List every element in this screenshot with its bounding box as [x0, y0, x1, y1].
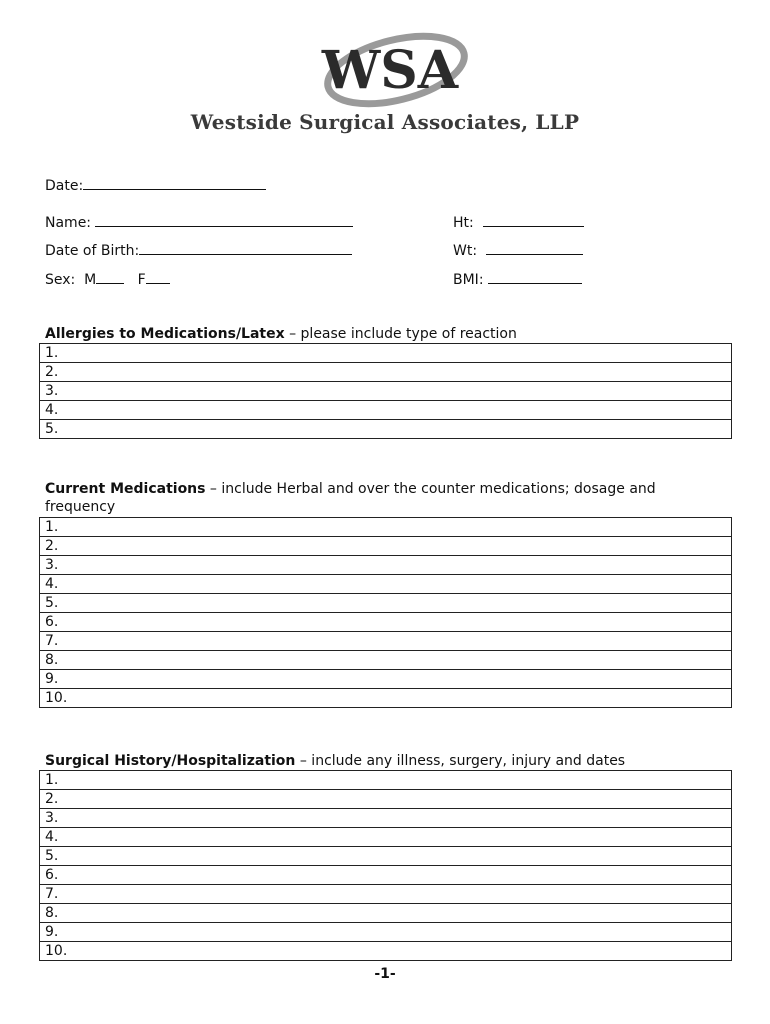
date-label: Date:	[45, 178, 84, 194]
medication-cell[interactable]: 9.	[40, 670, 732, 689]
table-row	[40, 401, 732, 420]
bmi-line[interactable]	[488, 269, 582, 284]
wsa-logo-mark	[300, 24, 480, 116]
table-row	[40, 556, 732, 575]
table-row	[40, 689, 732, 708]
surgical-cell[interactable]: 6.	[40, 866, 732, 885]
date-field	[45, 175, 266, 195]
medication-cell[interactable]: 8.	[40, 651, 732, 670]
surgical-cell[interactable]: 7.	[40, 885, 732, 904]
table-row	[40, 771, 732, 790]
table-row	[40, 942, 732, 961]
medication-cell[interactable]: 10.	[40, 689, 732, 708]
dob-line[interactable]	[139, 240, 352, 255]
surgical-cell[interactable]: 3.	[40, 809, 732, 828]
surgical-title: Surgical History/Hospitalization	[45, 753, 296, 769]
medications-heading	[45, 480, 725, 516]
table-row	[40, 790, 732, 809]
name-line[interactable]	[95, 212, 353, 227]
table-row	[40, 923, 732, 942]
medication-cell[interactable]: 3.	[40, 556, 732, 575]
allergy-cell[interactable]: 4.	[40, 401, 732, 420]
allergy-cell[interactable]: 1.	[40, 344, 732, 363]
medication-cell[interactable]: 7.	[40, 632, 732, 651]
ht-field	[453, 212, 584, 232]
medications-table	[39, 517, 732, 708]
company-logo	[0, 20, 770, 140]
allergies-table	[39, 343, 732, 439]
sex-field	[45, 269, 170, 289]
table-row	[40, 382, 732, 401]
surgical-note: – include any illness, surgery, injury and dates	[295, 753, 626, 769]
name-field	[45, 212, 353, 232]
ht-label: Ht:	[453, 215, 474, 231]
wt-field	[453, 240, 583, 260]
allergy-cell[interactable]: 5.	[40, 420, 732, 439]
page-number: -1-	[374, 966, 396, 982]
surgical-cell[interactable]: 8.	[40, 904, 732, 923]
surgical-cell[interactable]: 2.	[40, 790, 732, 809]
bmi-field	[453, 269, 582, 289]
allergy-cell[interactable]: 3.	[40, 382, 732, 401]
table-row	[40, 632, 732, 651]
allergies-title: Allergies to Medications/Latex	[45, 326, 285, 342]
table-row	[40, 885, 732, 904]
surgical-cell[interactable]: 10.	[40, 942, 732, 961]
sex-m-line[interactable]	[96, 269, 124, 284]
surgical-cell[interactable]: 9.	[40, 923, 732, 942]
surgical-heading	[45, 752, 725, 770]
dob-field	[45, 240, 352, 260]
table-row	[40, 828, 732, 847]
medication-cell[interactable]: 2.	[40, 537, 732, 556]
medication-cell[interactable]: 5.	[40, 594, 732, 613]
company-name: Westside Surgical Associates, LLP	[190, 110, 580, 134]
sex-label: Sex:	[45, 272, 76, 288]
surgical-cell[interactable]: 5.	[40, 847, 732, 866]
table-row	[40, 866, 732, 885]
table-row	[40, 613, 732, 632]
ht-line[interactable]	[483, 212, 584, 227]
table-row	[40, 420, 732, 439]
medication-cell[interactable]: 1.	[40, 518, 732, 537]
table-row	[40, 575, 732, 594]
table-row	[40, 537, 732, 556]
table-row	[40, 670, 732, 689]
wt-label: Wt:	[453, 243, 478, 259]
surgical-table	[39, 770, 732, 961]
allergies-heading	[45, 325, 725, 343]
name-label: Name:	[45, 215, 92, 231]
dob-label: Date of Birth:	[45, 243, 140, 259]
medications-note: – include Herbal and over the counter medications; dosage and frequency	[45, 481, 656, 515]
surgical-cell[interactable]: 1.	[40, 771, 732, 790]
table-row	[40, 904, 732, 923]
sex-f-label: F	[137, 272, 146, 288]
medications-title: Current Medications	[45, 481, 206, 497]
surgical-cell[interactable]: 4.	[40, 828, 732, 847]
logo-text: WSA	[321, 40, 459, 101]
allergies-note: – please include type of reaction	[284, 326, 517, 342]
table-row	[40, 809, 732, 828]
table-row	[40, 344, 732, 363]
bmi-label: BMI:	[453, 272, 484, 288]
allergy-cell[interactable]: 2.	[40, 363, 732, 382]
table-row	[40, 518, 732, 537]
wt-line[interactable]	[486, 240, 583, 255]
table-row	[40, 363, 732, 382]
table-row	[40, 847, 732, 866]
date-line[interactable]	[83, 175, 266, 190]
sex-m-label: M	[84, 272, 97, 288]
medication-cell[interactable]: 6.	[40, 613, 732, 632]
table-row	[40, 594, 732, 613]
medication-cell[interactable]: 4.	[40, 575, 732, 594]
sex-f-line[interactable]	[146, 269, 170, 284]
table-row	[40, 651, 732, 670]
